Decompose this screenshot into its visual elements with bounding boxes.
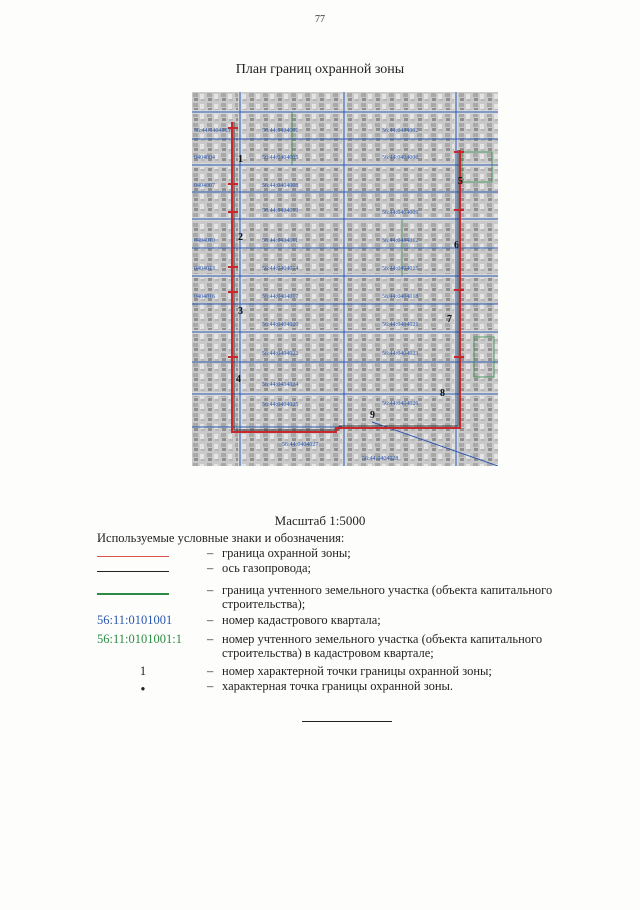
quarter-label: 56:44:0404003 [194,128,231,134]
map-scale: Масштаб 1:5000 [274,513,366,528]
quarter-label: 56:44:0404002 [382,128,419,134]
quarter-label: 56:44:0404025 [262,402,299,408]
legend-text: номер характерной точки границы охранной зоны; [222,664,492,678]
legend-text: характерная точка границы охранной зоны. [222,679,454,693]
point-label: 3 [238,306,243,317]
quarter-label: 0404010 [194,238,215,244]
page-number: 77 [315,14,325,25]
boundary-map [192,92,498,466]
quarter-label: 56:44:0404021 [382,322,419,328]
legend-symbol: 56:11:0101001 [97,613,173,627]
point-label: 5 [458,176,463,187]
legend-text: ось газопровода; [222,561,312,575]
quarter-label: 56:44:0404001 [262,128,299,134]
page-title: План границ охранной зоны [235,62,405,77]
quarter-label: 56:44:0404018 [382,294,419,300]
quarter-label: 56:44:0404017 [262,294,299,300]
legend-text: граница учтенного земельного участка (объекта капитального строительства); [222,583,553,611]
quarter-label: 56:44:0404005 [262,155,299,161]
quarter-label: 56:44:0404008 [262,183,299,189]
quarter-label: 0404004 [194,155,215,161]
point-label: 6 [454,240,459,251]
quarter-label: 56:44:0404019 [262,208,299,214]
point-label: 7 [447,314,452,325]
point-label: 4 [236,374,241,385]
quarter-label: 0404013 [194,266,215,272]
quarter-label: 56:44:0404023 [382,351,419,357]
legend-symbol: • [140,682,146,696]
point-label: 1 [238,154,243,165]
point-label: 2 [238,232,243,243]
quarter-label: 56:44:0404014 [262,266,299,272]
quarter-label: 56:44:0404027 [282,442,319,448]
point-label: 9 [370,410,375,421]
legend-symbol: 1 [139,664,147,678]
quarter-label: 0404016 [194,294,215,300]
legend-heading: Используемые условные знаки и обозначения: [97,531,345,545]
quarter-label: 56:44:0404026 [382,401,419,407]
bottom-rule [302,721,392,722]
quarter-label: 56:44:0404028 [362,456,399,462]
quarter-label: 56:44:0404012 [382,238,419,244]
legend-text: граница охранной зоны; [222,546,351,560]
legend-text: номер учтенного земельного участка (объекта капитального строительства) в кадастровом квартале; [222,632,543,660]
quarter-label: 56:44:0404015 [382,266,419,272]
quarter-label: 56:44:0404011 [262,238,299,244]
map-canvas [192,92,498,466]
legend-symbol: 56:11:0101001:1 [97,632,182,646]
quarter-label: 56:44:0404009 [382,210,419,216]
quarter-label: 56:44:0404006 [382,155,419,161]
quarter-label: 0404007 [194,183,215,189]
legend-text: номер кадастрового квартала; [222,613,381,627]
quarter-label: 56:44:0404020 [262,322,299,328]
quarter-label: 56:44:0404022 [262,351,299,357]
quarter-label: 56:44:0404024 [262,382,299,388]
point-label: 8 [440,388,445,399]
